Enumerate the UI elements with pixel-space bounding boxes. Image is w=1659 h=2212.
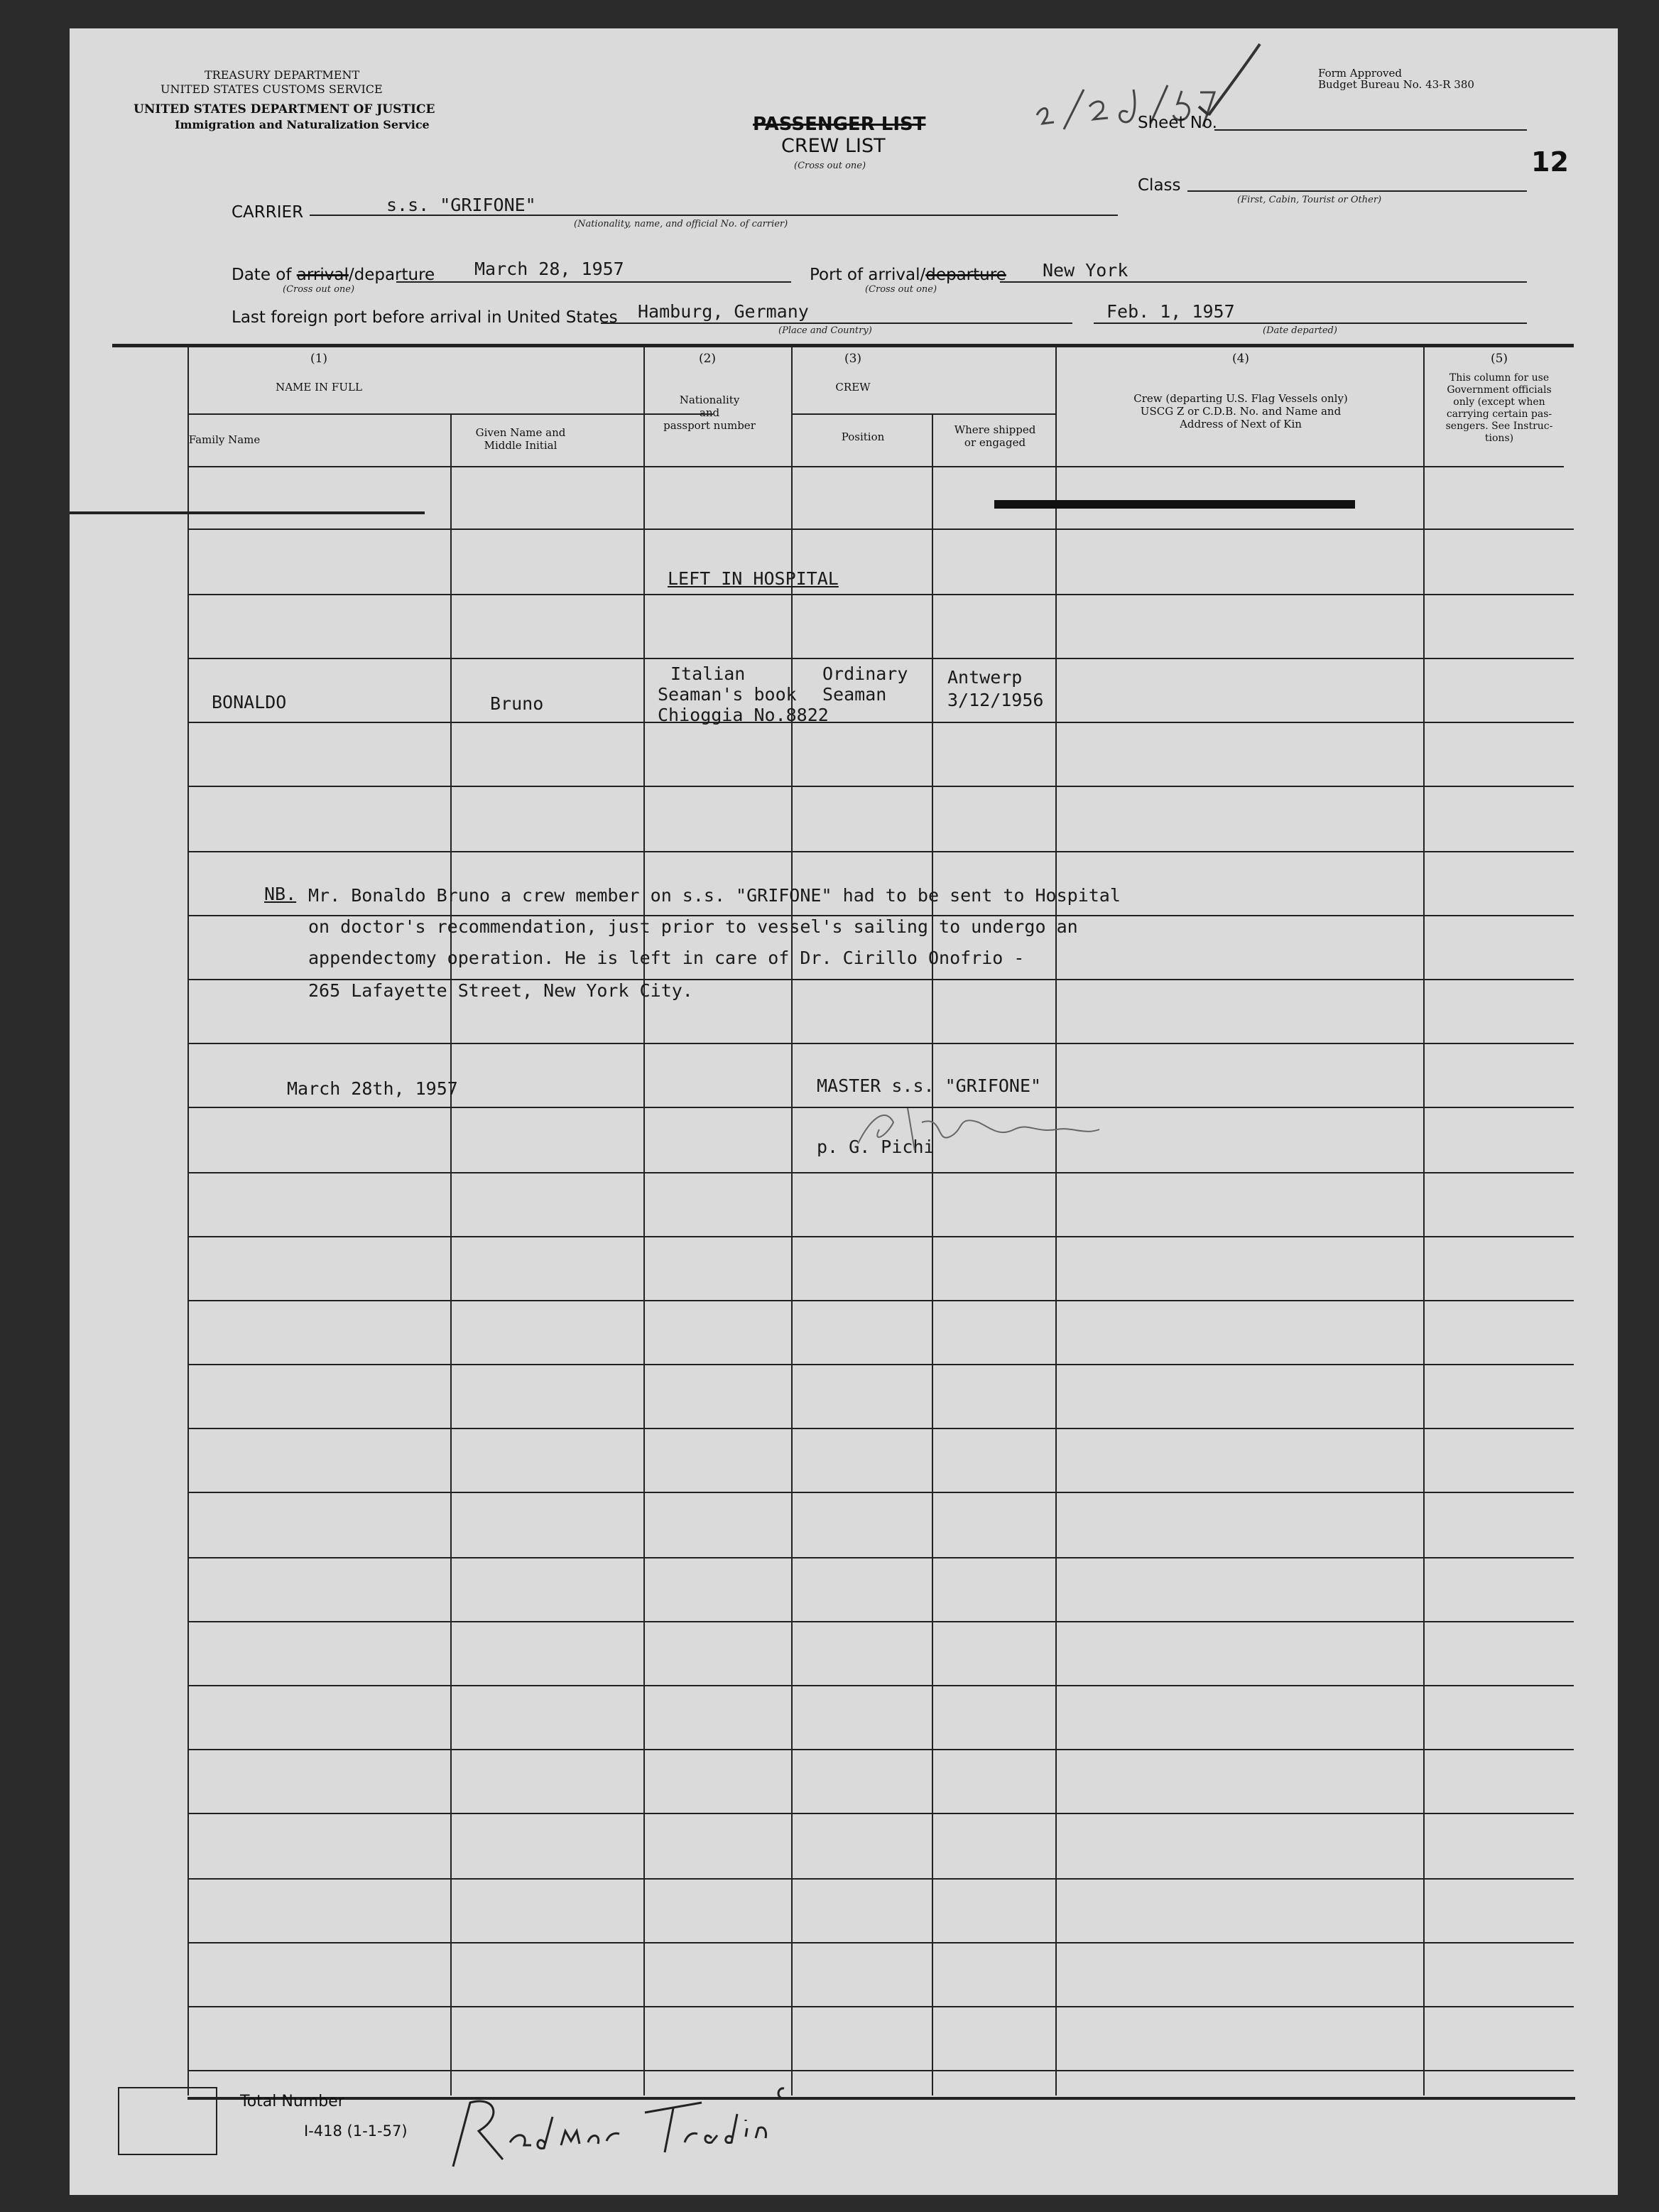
nb-line-1: Mr. Bonaldo Bruno a crew member on s.s. "GRIFONE" had to be sent to Hospital [308, 885, 1121, 906]
signer-name: p. G. Pichi [817, 1137, 935, 1157]
port-label: Port of arrival/departure [810, 266, 1006, 284]
col3a-position: Position [841, 430, 885, 443]
list-type: CREW LIST [781, 135, 886, 157]
carrier-label: CARRIER [232, 203, 304, 222]
col5-title: This column for use Government officials only (except when carrying certain pas- sengers. See Instruc- tions) [1445, 372, 1553, 444]
dept-immigration: Immigration and Naturalization Service [175, 118, 430, 131]
date-value: March 28, 1957 [474, 259, 624, 279]
nb-line-3: appendectomy operation. He is left in care of Dr. Cirillo Onofrio - [308, 948, 1025, 968]
col1-title: NAME IN FULL [276, 381, 362, 394]
given-name: Bruno [490, 693, 544, 714]
col3-number: (3) [844, 352, 862, 366]
col1b-given-name: Given Name and Middle Initial [475, 426, 566, 452]
carrier-value: s.s. "GRIFONE" [386, 195, 536, 215]
date-label: Date of arrival/departure [232, 266, 435, 284]
date-departed-hint: (Date departed) [1263, 325, 1337, 336]
nb-line-2: on doctor's recommendation, just prior to vessel's sailing to undergo an [308, 916, 1078, 937]
carrier-hint: (Nationality, name, and official No. of carrier) [574, 219, 788, 229]
port-value: New York [1043, 260, 1128, 281]
col2-number: (2) [698, 352, 717, 366]
dept-treasury: TREASURY DEPARTMENT [205, 68, 360, 82]
nb-line-4: 265 Lafayette Street, New York City. [308, 980, 693, 1001]
col4-number: (4) [1231, 352, 1250, 366]
budget-bureau: Budget Bureau No. 43-R 380 [1318, 78, 1474, 91]
section-title: LEFT IN HOSPITAL [668, 568, 839, 589]
master-line: MASTER s.s. "GRIFONE" [817, 1075, 1042, 1096]
where-shipped: Antwerp 3/12/1956 [947, 667, 1044, 710]
date-hint: (Cross out one) [283, 284, 355, 295]
handwritten-note [439, 2074, 808, 2174]
total-number-box [118, 2087, 217, 2155]
col3-title: CREW [835, 381, 871, 394]
dept-customs: UNITED STATES CUSTOMS SERVICE [161, 82, 383, 96]
document-page [70, 28, 1618, 2195]
class-label: Class [1138, 176, 1181, 195]
family-name: BONALDO [212, 692, 287, 712]
list-type-struck: PASSENGER LIST [753, 114, 926, 135]
cross-out-hint: (Cross out one) [794, 161, 866, 171]
col2-title: Nationality and passport number [663, 394, 756, 432]
port-hint: (Cross out one) [865, 284, 937, 295]
sheet-label: Sheet No. [1138, 114, 1217, 132]
crew-position: Ordinary Seaman [822, 663, 908, 705]
col1a-family-name: Family Name [188, 433, 261, 446]
nationality-passport: Italian Seaman's book Chioggia No.8822 [658, 663, 829, 725]
dept-justice: UNITED STATES DEPARTMENT OF JUSTICE [134, 102, 435, 116]
date-departed-value: Feb. 1, 1957 [1106, 301, 1235, 322]
master-signature [844, 1101, 1114, 1158]
form-approved: Form Approved [1318, 67, 1402, 80]
col3b-where-shipped: Where shipped or engaged [954, 423, 1036, 449]
col5-number: (5) [1490, 352, 1508, 366]
sheet-number: 12 [1531, 146, 1569, 178]
nb-label: NB. [264, 884, 297, 904]
class-hint: (First, Cabin, Tourist or Other) [1237, 195, 1382, 205]
last-port-value: Hamburg, Germany [638, 301, 809, 322]
col1-number: (1) [310, 352, 328, 366]
col4-title: Crew (departing U.S. Flag Vessels only) USCG Z or C.D.B. No. and Name and Address of Next of Kin [1133, 392, 1348, 430]
sign-date: March 28th, 1957 [287, 1078, 458, 1099]
last-port-hint: (Place and Country) [778, 325, 872, 336]
last-port-label: Last foreign port before arrival in United States [232, 308, 618, 327]
form-number: I-418 (1-1-57) [304, 2122, 408, 2140]
total-number-label: Total Number [240, 2093, 344, 2110]
